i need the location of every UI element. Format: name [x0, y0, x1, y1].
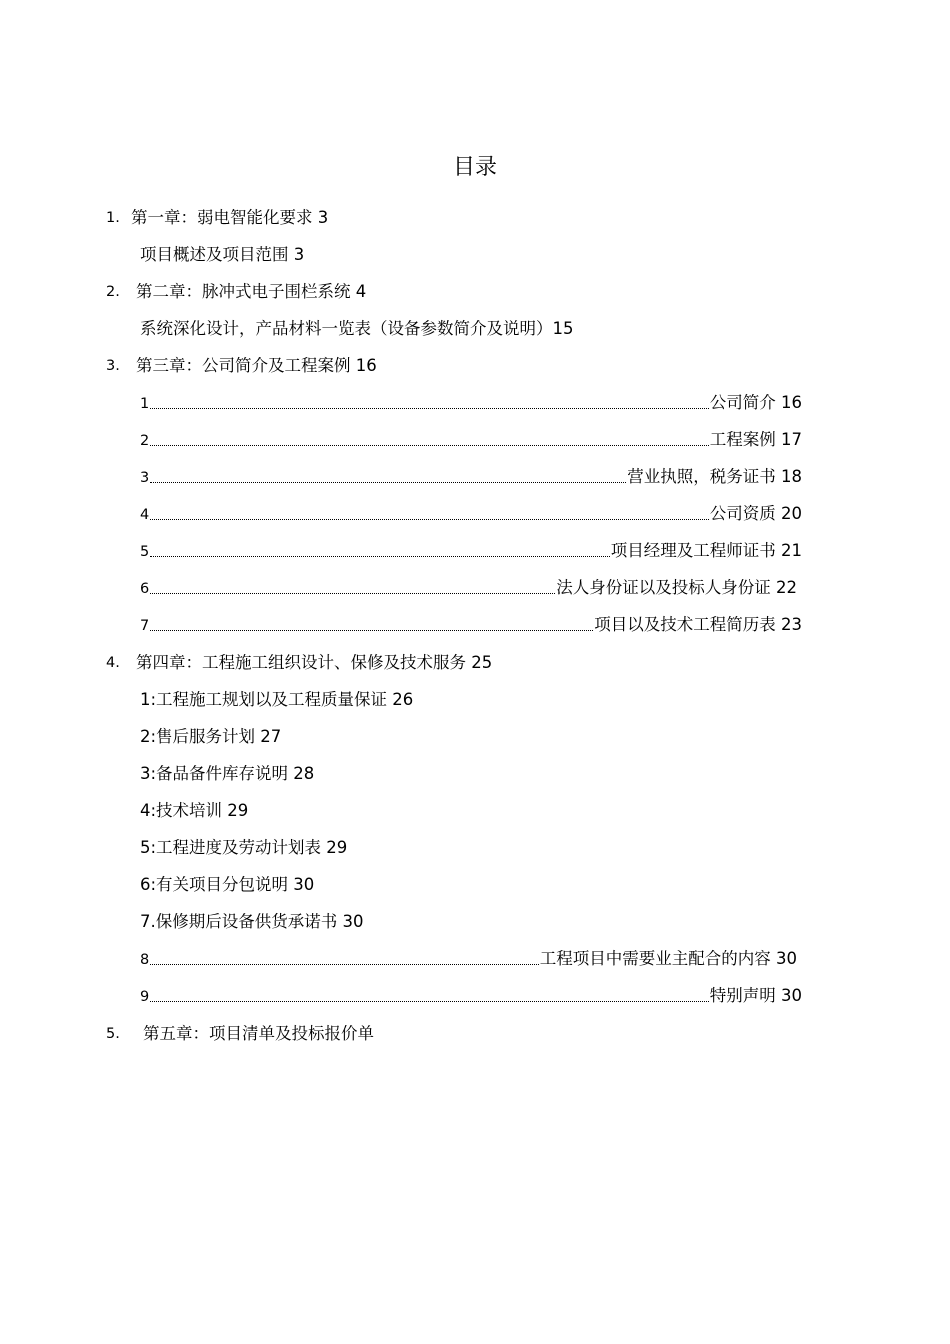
- chapter-number: 1.: [106, 210, 120, 226]
- dot-leader: [150, 593, 555, 594]
- entry-label: 法人身份证以及投标人身份证 22: [556, 578, 797, 597]
- dot-leader: [150, 445, 709, 446]
- entry-label: 系统深化设计，产品材料一览表（设备参数简介及说明）15: [140, 319, 574, 338]
- entry-label: 2:售后服务计划 27: [140, 727, 282, 746]
- entry-number: 3: [140, 470, 150, 486]
- entry-label: 项目概述及项目范围 3: [140, 245, 305, 264]
- chapter-number: 4.: [106, 655, 120, 671]
- entry-number: 9: [140, 989, 150, 1005]
- dot-leader: [150, 630, 593, 631]
- chapter-number: 2.: [106, 284, 120, 300]
- entry-label: 5:工程进度及劳动计划表 29: [140, 838, 348, 857]
- entry-number: 1: [140, 396, 150, 412]
- entry-label: 营业执照，税务证书 18: [627, 467, 802, 486]
- dot-leader: [150, 408, 709, 409]
- toc-dotted-entry[interactable]: [140, 390, 802, 416]
- toc-dotted-entry[interactable]: [140, 538, 802, 564]
- entry-label: 工程项目中需要业主配合的内容 30: [539, 949, 797, 968]
- entry-label: 3:备品备件库存说明 28: [140, 764, 315, 783]
- entry-label: 公司简介 16: [709, 393, 802, 412]
- entry-label: 4:技术培训 29: [140, 801, 249, 820]
- chapter-label: 第四章：工程施工组织设计、保修及技术服务 25: [136, 653, 493, 672]
- toc-title: 目录: [452, 155, 497, 180]
- dot-leader: [150, 482, 626, 483]
- entry-label: 项目以及技术工程简历表 23: [594, 615, 802, 634]
- entry-number: 8: [140, 952, 150, 968]
- entry-label: 公司资质 20: [709, 504, 802, 523]
- dot-leader: [150, 519, 709, 520]
- chapter-number: 5.: [106, 1026, 120, 1042]
- entry-label: 特别声明 30: [709, 986, 802, 1005]
- toc-dotted-entry[interactable]: [140, 612, 802, 638]
- dot-leader: [150, 1001, 709, 1002]
- dot-leader: [150, 964, 539, 965]
- chapter-label: 第五章：项目清单及投标报价单: [143, 1024, 374, 1043]
- toc-dotted-entry[interactable]: [140, 427, 802, 453]
- entry-number: 4: [140, 507, 150, 523]
- entry-number: 2: [140, 433, 150, 449]
- dot-leader: [150, 556, 610, 557]
- entry-label: 6:有关项目分包说明 30: [140, 875, 315, 894]
- toc-dotted-entry[interactable]: [140, 575, 797, 601]
- toc-dotted-entry[interactable]: [140, 464, 802, 490]
- chapter-label: 第二章：脉冲式电子围栏系统 4: [136, 282, 367, 301]
- entry-number: 7: [140, 618, 150, 634]
- chapter-label: 第三章：公司简介及工程案例 16: [136, 356, 377, 375]
- entry-label: 1:工程施工规划以及工程质量保证 26: [140, 690, 414, 709]
- entry-label: 工程案例 17: [709, 430, 802, 449]
- entry-label: 项目经理及工程师证书 21: [610, 541, 802, 560]
- toc-dotted-entry[interactable]: [140, 983, 802, 1009]
- toc-dotted-entry[interactable]: [140, 946, 797, 972]
- entry-number: 5: [140, 544, 150, 560]
- entry-number: 6: [140, 581, 150, 597]
- chapter-label: 第一章：弱电智能化要求 3: [131, 208, 329, 227]
- toc-dotted-entry[interactable]: [140, 501, 802, 527]
- entry-label: 7.保修期后设备供货承诺书 30: [140, 912, 364, 931]
- chapter-number: 3.: [106, 358, 120, 374]
